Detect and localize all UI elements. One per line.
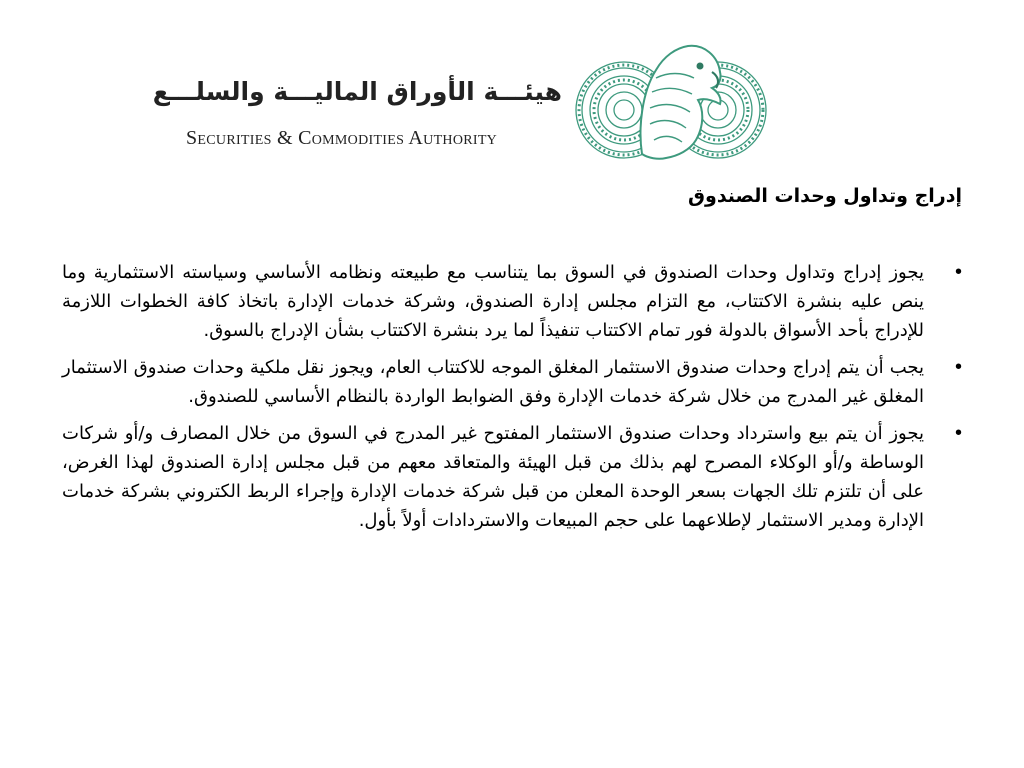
- slide-title: إدراج وتداول وحدات الصندوق: [688, 185, 962, 207]
- falcon-head: [641, 46, 721, 159]
- organization-name-english: Securities & Commodities Authority: [186, 127, 498, 149]
- bullet-text: يجوز إدراج وتداول وحدات الصندوق في السوق بما يتناسب مع طبيعته ونظامه الأساسي وسياسته الاستثمارية وما ينص عليه بنشرة الاكتتاب، مع التزام مجلس إدارة الصندوق، وشركة خدمات الإدارة باتخاذ كافة الخطوات اللازمة للإدراج بأحد الأسواق بالدولة فور تمام الاكتتاب تنفيذاً لما يرد بنشرة الاكتتاب بشأن الإدراج بالسوق.: [62, 262, 924, 341]
- bullet-item: [62, 419, 962, 535]
- bullet-text: يجوز أن يتم بيع واسترداد وحدات صندوق الاستثمار المفتوح غير المدرج في السوق من خلال المصارف و/أو شركات الوساطة و/أو الوكلاء المصرح لهم بذلك من قبل الهيئة والمتعاقد معهم من قبل مجلس إدارة الصندوق لهذا الغرض، على أن تلتزم تلك الجهات بسعر الوحدة المعلن من قبل شركة خدمات الإدارة وإجراء الربط الكتروني بشركة خدمات الإدارة ومدير الاستثمار لإطلاعهما على حجم المبيعات والاستردادات أولاً بأول.: [62, 423, 924, 531]
- organization-name-arabic: هيئـــة الأوراق الماليـــة والسلـــع: [152, 77, 562, 106]
- bullet-icon: •: [954, 261, 962, 283]
- falcon-emblem-icon: [572, 32, 768, 172]
- bullet-item: [62, 353, 962, 411]
- bullet-item: [62, 258, 962, 345]
- bullet-text: يجب أن يتم إدراج وحدات صندوق الاستثمار المغلق الموجه للاكتتاب العام، ويجوز نقل ملكية وحدات صندوق الاستثمار المغلق غير المدرج من خلال شركة خدمات الإدارة وفق الضوابط الواردة بالنظام الأساسي للصندوق.: [62, 357, 924, 407]
- sca-logo: [152, 32, 980, 172]
- bullet-icon: •: [954, 356, 962, 378]
- bullet-icon: •: [954, 422, 962, 444]
- bullet-list: [62, 258, 962, 535]
- slide-content: [62, 258, 962, 543]
